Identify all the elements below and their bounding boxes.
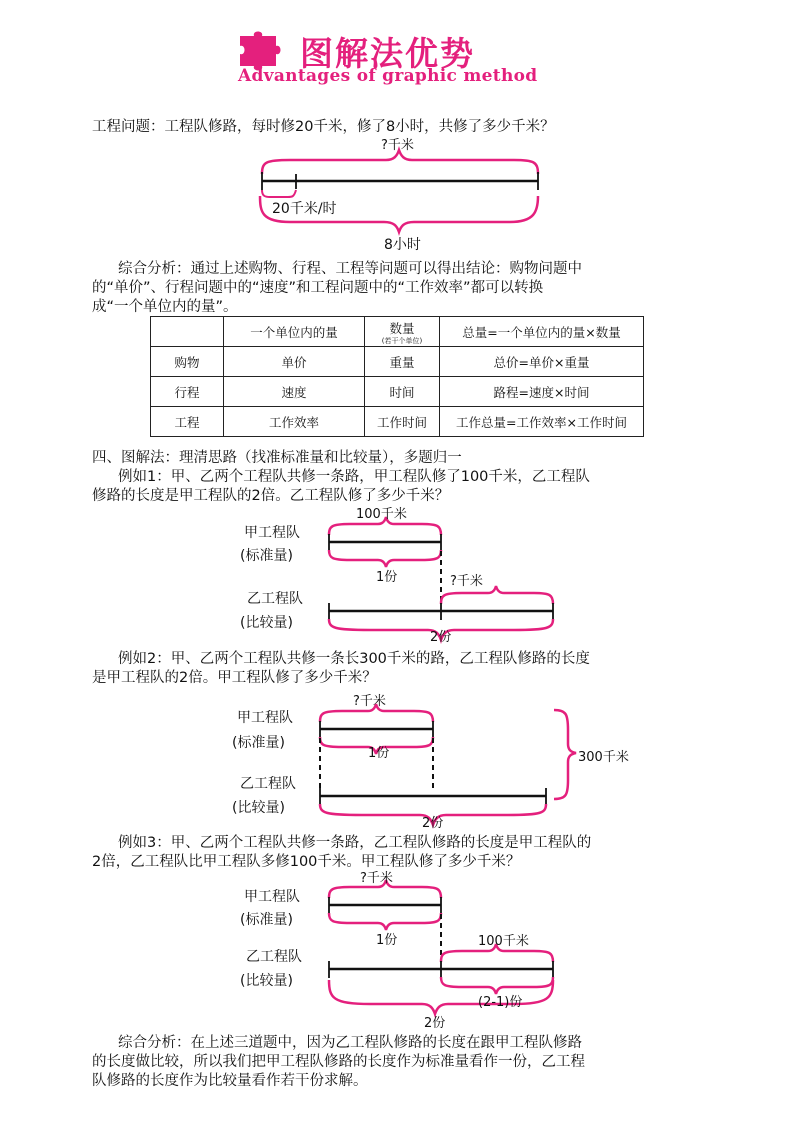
qty-label: 数量 bbox=[389, 320, 415, 336]
p1-time-label: 8小时 bbox=[384, 237, 421, 253]
page-subtitle: Advantages of graphic method bbox=[238, 66, 538, 86]
example2-line2: 是甲工程队的2倍。甲工程队修了多少千米？ bbox=[92, 670, 377, 686]
e3-b-role: (比较量) bbox=[240, 973, 293, 989]
e2-two-parts: 2份 bbox=[422, 816, 444, 831]
e2-a-name: 甲工程队 bbox=[237, 710, 293, 726]
e2-b-name: 乙工程队 bbox=[240, 776, 296, 792]
table-cell: 工作时间 bbox=[365, 407, 440, 437]
qty-sublabel: (若干个单位) bbox=[381, 336, 423, 345]
table-header-row bbox=[151, 317, 644, 347]
table-row bbox=[151, 377, 644, 407]
e3-a-name: 甲工程队 bbox=[244, 889, 300, 905]
problem1-diagram bbox=[260, 150, 538, 232]
e2-total-label: 300千米 bbox=[578, 750, 629, 765]
e3-one-part: 1份 bbox=[376, 933, 398, 948]
table-cell: 路程=速度×时间 bbox=[440, 377, 644, 407]
e2-a-role: (标准量) bbox=[232, 735, 285, 751]
e1-two-parts: 2份 bbox=[430, 630, 452, 645]
table-cell: 工作总量=工作效率×工作时间 bbox=[440, 407, 644, 437]
analysis1-line2: 的“单价”、行程问题中的“速度”和工程问题中的“工作效率”都可以转换 bbox=[92, 280, 544, 296]
analysis2-line1: 综合分析：在上述三道题中，因为乙工程队修路的长度在跟甲工程队修路 bbox=[118, 1035, 582, 1051]
e2-b-role: (比较量) bbox=[232, 800, 285, 816]
brace-top bbox=[262, 150, 538, 174]
p1-total-label: ?千米 bbox=[381, 138, 414, 153]
table-header-cell: 总量=一个单位内的量×数量 bbox=[440, 317, 644, 347]
table-header-cell bbox=[365, 317, 440, 347]
e1-b-role: (比较量) bbox=[240, 615, 293, 631]
table-cell: 重量 bbox=[365, 347, 440, 377]
comparison-table bbox=[150, 316, 644, 437]
e3-diff-label: 100千米 bbox=[478, 934, 529, 949]
table-cell: 速度 bbox=[224, 377, 365, 407]
section4-heading: 四、图解法：理清思路（找准标准量和比较量），多题归一 bbox=[92, 450, 462, 466]
e1-q-label: ?千米 bbox=[450, 574, 483, 589]
table-header-cell bbox=[151, 317, 224, 347]
example3-line1: 例如3：甲、乙两个工程队共修一条路，乙工程队修路的长度是甲工程队的 bbox=[118, 835, 592, 851]
example1-line2: 修路的长度是甲工程队的2倍。乙工程队修了多少千米？ bbox=[92, 488, 450, 504]
table-row bbox=[151, 347, 644, 377]
analysis2-line2: 的长度做比较，所以我们把甲工程队修路的长度作为标准量看作一份，乙工程 bbox=[92, 1054, 585, 1070]
page-title: 图解法优势 bbox=[300, 34, 475, 73]
e2-one-part: 1份 bbox=[368, 746, 390, 761]
p1-unit-label: 20千米/时 bbox=[272, 201, 337, 217]
e3-diff-parts: (2-1)份 bbox=[478, 995, 523, 1010]
table-cell: 时间 bbox=[365, 377, 440, 407]
table-cell: 工作效率 bbox=[224, 407, 365, 437]
e1-top-label: 100千米 bbox=[356, 507, 407, 522]
brace-small bbox=[262, 190, 296, 197]
table-cell: 单价 bbox=[224, 347, 365, 377]
example2-line1: 例如2：甲、乙两个工程队共修一条长300千米的路，乙工程队修路的长度 bbox=[118, 651, 590, 667]
e3-two-parts: 2份 bbox=[424, 1016, 446, 1031]
table-cell: 总价=单价×重量 bbox=[440, 347, 644, 377]
e3-b-name: 乙工程队 bbox=[246, 949, 302, 965]
table-row bbox=[151, 407, 644, 437]
analysis2-line3: 队修路的长度作为比较量看作若干份求解。 bbox=[92, 1073, 368, 1089]
table-cell: 行程 bbox=[151, 377, 224, 407]
e1-a-role: (标准量) bbox=[240, 548, 293, 564]
e3-q-label: ?千米 bbox=[360, 871, 393, 886]
table-cell: 购物 bbox=[151, 347, 224, 377]
e1-a-name: 甲工程队 bbox=[244, 525, 300, 541]
table-cell: 工程 bbox=[151, 407, 224, 437]
table-header-cell: 一个单位内的量 bbox=[224, 317, 365, 347]
e1-one-part: 1份 bbox=[376, 570, 398, 585]
analysis1-line3: 成“一个单位内的量”。 bbox=[92, 299, 238, 315]
example2-diagram bbox=[320, 704, 576, 825]
problem1-text: 工程问题：工程队修路，每时修20千米，修了8小时，共修了多少千米？ bbox=[92, 119, 555, 135]
example3-line2: 2倍，乙工程队比甲工程队多修100千米。甲工程队修了多少千米？ bbox=[92, 854, 521, 870]
example1-diagram bbox=[329, 517, 553, 640]
e3-a-role: (标准量) bbox=[240, 912, 293, 928]
e1-b-name: 乙工程队 bbox=[247, 591, 303, 607]
example1-line1: 例如1：甲、乙两个工程队共修一条路，甲工程队修了100千米，乙工程队 bbox=[118, 469, 590, 485]
e2-q-label: ?千米 bbox=[353, 694, 386, 709]
analysis1-line1: 综合分析：通过上述购物、行程、工程等问题可以得出结论：购物问题中 bbox=[118, 261, 582, 277]
